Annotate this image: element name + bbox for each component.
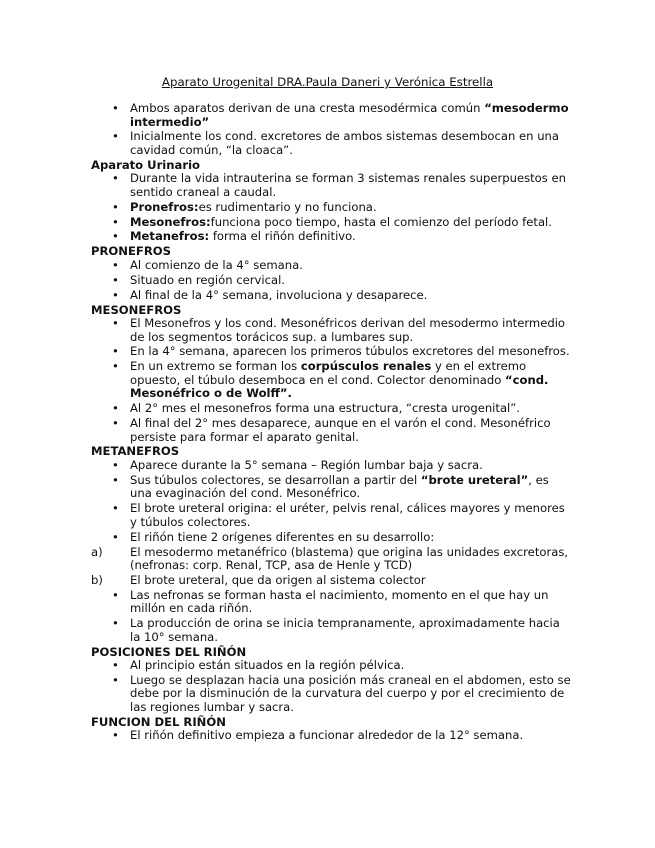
bullet-icon: • — [112, 272, 119, 287]
section-list — [91, 317, 571, 444]
bullet-icon: • — [112, 129, 119, 144]
bullet-icon: • — [112, 587, 119, 602]
bullet-icon: • — [112, 416, 119, 431]
bullet-icon: • — [112, 101, 119, 115]
section-heading: POSICIONES DEL RIÑÓN — [91, 644, 247, 659]
section-list — [91, 459, 571, 644]
bullet-icon: • — [112, 214, 119, 229]
list-item: • Mesonefros:funciona poco tiempo, hasta el comienzo del período fetal. — [112, 214, 552, 229]
list-item: • En un extremo se forman los corpúsculos renales y en el extremo opuesto, el túbulo desemboca en el cond. Colector denominado “cond. Mesonéfrico o de Wolff”. — [112, 359, 549, 401]
bold-term: “brote ureteral” — [420, 472, 529, 487]
list-item: • Las nefronas se forman hasta el nacimiento, momento en el que hay un millón en cada riñón. — [112, 587, 549, 616]
document-body — [91, 102, 571, 744]
list-item: • La producción de orina se inicia tempranamente, aproximadamente hacia la 10° semana. — [112, 616, 560, 644]
list-item: • Metanefros: forma el riñón definitivo. — [112, 229, 356, 244]
list-marker: a) — [91, 544, 103, 559]
intro-list — [91, 102, 571, 157]
bullet-icon: • — [112, 199, 119, 214]
list-item: • Pronefros:es rudimentario y no funciona. — [112, 199, 377, 214]
section-list — [91, 172, 571, 244]
bullet-icon: • — [112, 287, 119, 302]
bullet-icon: • — [112, 401, 119, 416]
bold-term: corpúsculos renales — [300, 359, 432, 374]
bullet-icon: • — [112, 658, 119, 673]
bold-term: “mesodermo intermedio” — [130, 101, 569, 129]
list-marker: b) — [91, 572, 103, 587]
list-item: • Ambos aparatos derivan de una cresta mesodérmica común “mesodermo intermedio” — [112, 101, 569, 129]
list-item: • Inicialmente los cond. excretores de ambos sistemas desembocan en una cavidad común, “la cloaca”. — [112, 129, 559, 157]
list-item: • Al principio están situados en la región pélvica. — [112, 658, 405, 673]
bullet-icon: • — [112, 344, 119, 359]
bullet-icon: • — [112, 316, 119, 331]
bullet-icon: • — [112, 501, 119, 516]
list-item: b) El brote ureteral, que da origen al sistema colector — [91, 572, 426, 587]
list-item: • Aparece durante la 5° semana – Región lumbar baja y sacra. — [112, 457, 483, 472]
bullet-icon: • — [112, 672, 119, 687]
list-item: • Durante la vida intrauterina se forman 3 sistemas renales superpuestos en sentido craneal a caudal. — [112, 171, 566, 199]
bullet-icon: • — [112, 472, 119, 487]
bold-term: “cond. Mesonéfrico o de Wolff”. — [130, 372, 549, 401]
list-item: • En la 4° semana, aparecen los primeros túbulos excretores del mesonefros. — [112, 344, 570, 359]
bullet-icon: • — [112, 359, 119, 374]
list-item: • El riñón tiene 2 orígenes diferentes en su desarrollo: — [112, 529, 435, 544]
section-heading: PRONEFROS — [91, 244, 171, 259]
list-item: • Situado en región cervical. — [112, 272, 285, 287]
sections — [91, 159, 571, 743]
bold-term: Metanefros: — [130, 229, 210, 244]
list-item: a) El mesodermo metanéfrico (blastema) que origina las unidades excretoras, (nefronas: corp. Renal, TCP, asa de Henle y TCD) — [91, 544, 569, 573]
bullet-icon: • — [112, 616, 119, 631]
list-item: • El Mesonefros y los cond. Mesonéfricos derivan del mesodermo intermedio de los segmentos torácicos sup. a lumbares sup. — [112, 316, 566, 344]
bullet-icon: • — [112, 529, 119, 544]
list-item: • El brote ureteral origina: el uréter, pelvis renal, cálices mayores y menores y túbulos colectores. — [112, 501, 565, 529]
bullet-icon: • — [112, 728, 119, 743]
list-item: • Al final de la 4° semana, involuciona y desaparece. — [112, 287, 428, 302]
bold-term: Pronefros: — [130, 199, 199, 214]
list-item: • Al comienzo de la 4° semana. — [112, 257, 303, 272]
bullet-icon: • — [112, 257, 119, 272]
list-item: • Al 2° mes el mesonefros forma una estructura, “cresta urogenital”. — [112, 401, 520, 416]
section-heading: METANEFROS — [91, 444, 180, 459]
section-list — [91, 659, 571, 714]
bullet-icon: • — [112, 171, 119, 186]
section-list — [91, 729, 571, 743]
list-item: • Al final del 2° mes desaparece, aunque en el varón el cond. Mesonéfrico persiste para formar el aparato genital. — [112, 416, 551, 444]
list-item: • Luego se desplazan hacia una posición más craneal en el abdomen, esto se debe por la disminución de la curvatura del cuerpo y por el crecimiento de las regiones lumbar y sacra. — [112, 672, 571, 714]
bullet-icon: • — [112, 457, 119, 472]
bold-term: Mesonefros: — [130, 214, 211, 229]
section-heading: Aparato Urinario — [91, 157, 201, 172]
list-item: • El riñón definitivo empieza a funcionar alrededor de la 12° semana. — [112, 728, 524, 743]
section-list — [91, 259, 571, 302]
list-item: • Sus túbulos colectores, se desarrollan a partir del “brote ureteral”, es una evaginación del cond. Mesonéfrico. — [112, 472, 549, 501]
document-title: Aparato Urogenital DRA.Paula Daneri y Verónica Estrella — [161, 75, 494, 89]
section-heading: FUNCION DEL RIÑÓN — [91, 714, 226, 729]
bullet-icon: • — [112, 229, 119, 244]
section-heading: MESONEFROS — [91, 302, 182, 317]
